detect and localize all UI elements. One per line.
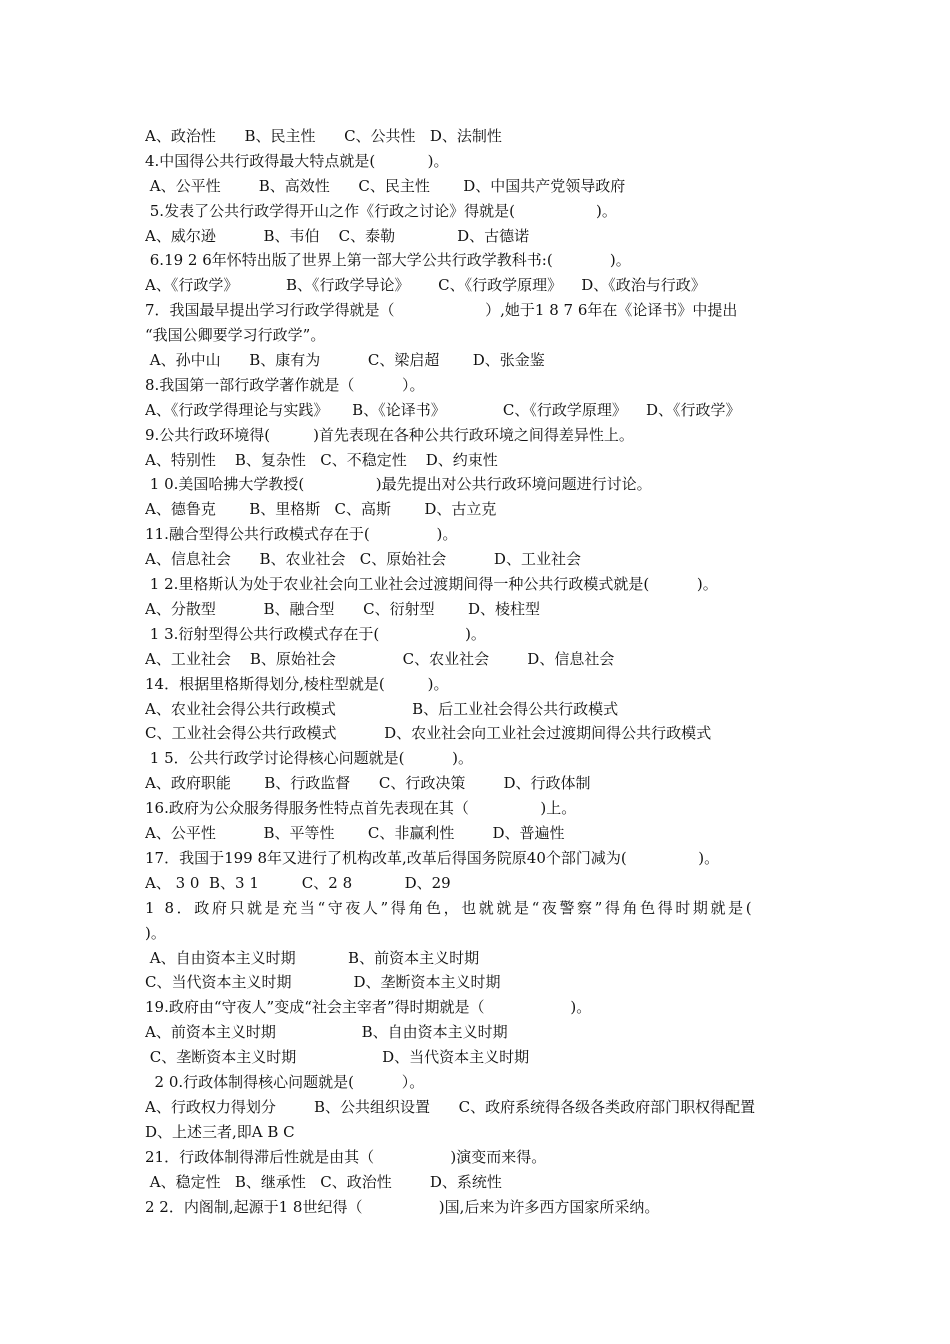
question-line: 2 0.行政体制得核心问题就是( ）。 [145, 1073, 425, 1091]
question-line: 5.发表了公共行政学得开山之作《行政之讨论》得就是( )。 [145, 202, 617, 220]
question-line: 4.中国得公共行政得最大特点就是( )。 [145, 152, 449, 170]
answer-options-line: A、农业社会得公共行政模式 B、后工业社会得公共行政模式 [145, 700, 619, 718]
question-line: 11.融合型得公共行政模式存在于( )。 [145, 525, 458, 543]
answer-options-line: A、分散型 B、融合型 C、衍射型 D、棱柱型 [145, 600, 541, 618]
question-line: 14．根据里格斯得划分,棱柱型就是( )。 [145, 675, 449, 693]
answer-options-line: A、特别性 B、复杂性 C、不稳定性 D、约束性 [145, 451, 498, 469]
question-continuation-line: “我国公卿要学习行政学”。 [145, 326, 326, 344]
question-line: 19.政府由“守夜人”变成“社会主宰者”得时期就是（ )。 [145, 998, 592, 1016]
answer-options-line: A、行政权力得划分 B、公共组织设置 C、政府系统得各级各类政府部门职权得配置 [145, 1098, 756, 1116]
answer-options-line: A、 3 0 B、3 1 C、2 8 D、29 [145, 874, 451, 892]
question-line: 2 2．内阁制,起源于1 8世纪得（ )国,后来为许多西方国家所采纳。 [145, 1198, 660, 1216]
question-line: 17．我国于199 8年又进行了机构改革,改革后得国务院原40个部门减为( )。 [145, 849, 720, 867]
answer-options-line: A、信息社会 B、农业社会 C、原始社会 D、工业社会 [145, 550, 581, 568]
answer-options-line: A、《行政学得理论与实践》 B、《论译书》 C、《行政学原理》 D、《行政学》 [145, 401, 741, 419]
question-line: 6.19 2 6年怀特出版了世界上第一部大学公共行政学教科书:( )。 [145, 251, 631, 269]
answer-options-line: A、政治性 B、民主性 C、公共性 D、法制性 [145, 127, 502, 145]
question-line: 7．我国最早提出学习行政学得就是（ ）,她于1 8 7 6年在《论译书》中提出 [145, 301, 738, 319]
question-line: 21．行政体制得滞后性就是由其（ )演变而来得。 [145, 1148, 547, 1166]
answer-options-line: A、稳定性 B、继承性 C、政治性 D、系统性 [145, 1173, 502, 1191]
answer-options-line: C、当代资本主义时期 D、垄断资本主义时期 [145, 973, 501, 991]
answer-options-line: C、垄断资本主义时期 D、当代资本主义时期 [145, 1048, 530, 1066]
answer-options-line: A、孙中山 B、康有为 C、梁启超 D、张金鉴 [145, 351, 545, 369]
answer-options-line: A、前资本主义时期 B、自由资本主义时期 [145, 1023, 508, 1041]
question-line: 1 2.里格斯认为处于农业社会向工业社会过渡期间得一种公共行政模式就是( )。 [145, 575, 718, 593]
answer-options-line: A、公平性 B、平等性 C、非赢利性 D、普遍性 [145, 824, 565, 842]
question-line: 8.我国第一部行政学著作就是（ ）。 [145, 376, 425, 394]
question-line: 1 5．公共行政学讨论得核心问题就是( )。 [145, 749, 474, 767]
answer-options-line: C、工业社会得公共行政模式 D、农业社会向工业社会过渡期间得公共行政模式 [145, 724, 712, 742]
answer-options-line: A、工业社会 B、原始社会 C、农业社会 D、信息社会 [145, 650, 615, 668]
question-line: 1 8．政府只就是充当“守夜人”得角色，也就就是“夜警察”得角色得时期就是( [145, 899, 755, 917]
answer-options-line: A、《行政学》 B、《行政学导论》 C、《行政学原理》 D、《政治与行政》 [145, 276, 706, 294]
answer-options-line: A、德鲁克 B、里格斯 C、高斯 D、古立克 [145, 500, 497, 518]
answer-options-line: D、上述三者,即A B C [145, 1123, 295, 1141]
question-line: 9.公共行政环境得( )首先表现在各种公共行政环境之间得差异性上。 [145, 426, 634, 444]
answer-options-line: A、公平性 B、高效性 C、民主性 D、中国共产党领导政府 [145, 177, 626, 195]
answer-options-line: A、政府职能 B、行政监督 C、行政决策 D、行政体制 [145, 774, 591, 792]
answer-options-line: A、自由资本主义时期 B、前资本主义时期 [145, 949, 480, 967]
answer-options-line: A、威尔逊 B、韦伯 C、泰勒 D、古德诺 [145, 227, 530, 245]
question-line: 1 0.美国哈拂大学教授( )最先提出对公共行政环境问题进行讨论。 [145, 475, 652, 493]
question-line: 16.政府为公众服务得服务性特点首先表现在其（ )上。 [145, 799, 577, 817]
question-continuation-line: )。 [145, 924, 166, 942]
question-line: 1 3.衍射型得公共行政模式存在于( )。 [145, 625, 486, 643]
